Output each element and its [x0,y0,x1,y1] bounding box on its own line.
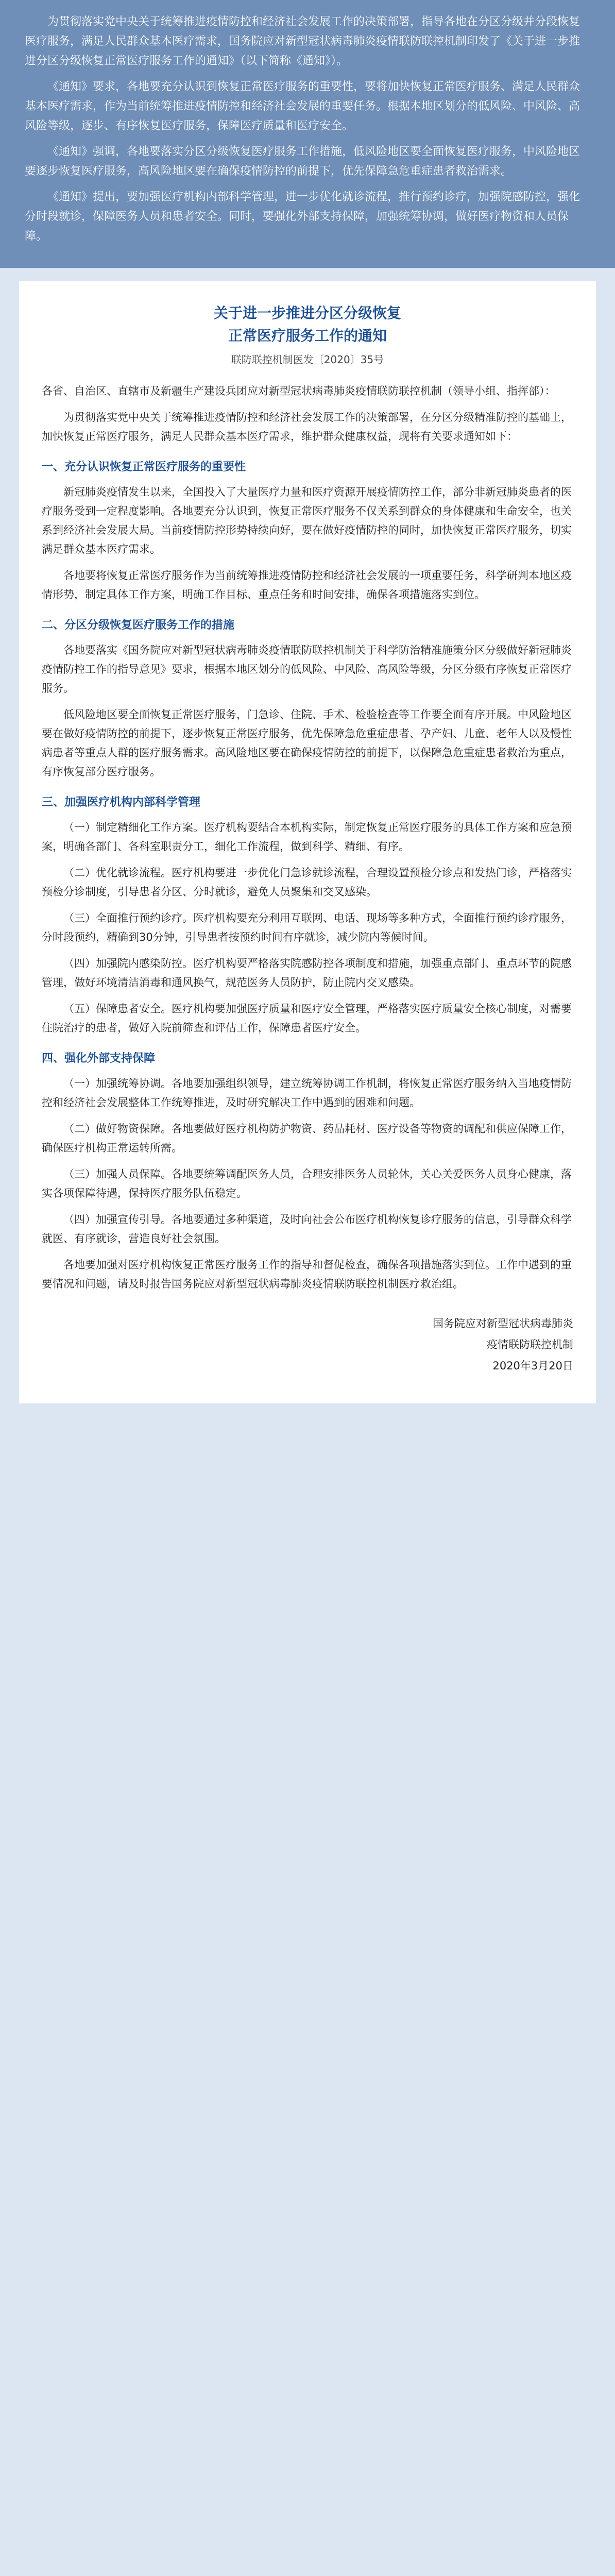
document-number: 联防联控机制医发〔2020〕35号 [231,353,384,366]
body-paragraph: （一）制定精细化工作方案。医疗机构要结合本机构实际，制定恢复正常医疗服务的具体工作方案和应急预案，明确各部门、各科室职责分工，细化工作流程，做到科学、精细、有序。 [42,821,572,853]
summary-paragraph: 《通知》提出，要加强医疗机构内部科学管理，进一步优化就诊流程，推行预约诊疗，加强院感防控，强化分时段就诊，保障医务人员和患者安全。同时，要强化外部支持保障，加强统筹协调，做好医疗物资和人员保障。 [25,191,580,243]
document-title [42,302,573,347]
body-paragraph: 低风险地区要全面恢复正常医疗服务，门急诊、住院、手术、检验检查等工作要全面有序开展。中风险地区要在做好疫情防控的前提下，逐步恢复正常医疗服务，优先保障急危重症患者、孕产妇、儿童、老年人以及慢性病患者等重点人群的医疗服务需求。高风险地区要在确保疫情防控的前提下，以保障急危重症患者救治为重点，有序恢复部分医疗服务。 [42,708,572,778]
body-paragraph: 各地要将恢复正常医疗服务作为当前统筹推进疫情防控和经济社会发展的一项重要任务，科学研判本地区疫情形势，制定具体工作方案，明确工作目标、重点任务和时间安排，确保各项措施落实到位。 [42,569,572,601]
closing-paragraph: 各地要加强对医疗机构恢复正常医疗服务工作的指导和督促检查，确保各项措施落实到位。工作中遇到的重要情况和问题，请及时报告国务院应对新型冠状病毒肺炎疫情联防联控机制医疗救治组。 [42,1259,572,1290]
document-title-line: 正常医疗服务工作的通知 [228,327,387,344]
body-paragraph: （三）全面推行预约诊疗。医疗机构要充分利用互联网、电话、现场等多种方式，全面推行预约诊疗服务，分时段预约，精确到30分钟，引导患者按预约时间有序就诊，减少院内等候时间。 [42,912,572,943]
section-heading: 三、加强医疗机构内部科学管理 [42,796,201,809]
body-paragraph: （五）保障患者安全。医疗机构要加强医疗质量和医疗安全管理，严格落实医疗质量安全核心制度，对需要住院治疗的患者，做好入院前筛查和评估工作，保障患者医疗安全。 [42,1003,572,1034]
section-heading: 一、充分认识恢复正常医疗服务的重要性 [42,461,246,473]
salutation: 各省、自治区、直辖市及新疆生产建设兵团应对新型冠状病毒肺炎疫情联防联控机制（领导小组、指挥部）： [42,385,556,397]
signature-line: 疫情联防联控机制 [487,1338,573,1351]
body-paragraph: （三）加强人员保障。各地要统筹调配医务人员，合理安排医务人员轮休，关心关爱医务人员身心健康，落实各项保障待遇，保持医疗服务队伍稳定。 [42,1168,572,1199]
signature-block [42,1314,573,1376]
summary-paragraph: 《通知》强调，各地要落实分区分级恢复医疗服务工作措施，低风险地区要全面恢复医疗服务，中风险地区要逐步恢复医疗服务，高风险地区要在确保疫情防控的前提下，优先保障急危重症患者救治需求。 [25,145,580,178]
body-paragraph: （一）加强统筹协调。各地要加强组织领导，建立统筹协调工作机制，将恢复正常医疗服务纳入当地疫情防控和经济社会发展整体工作统筹推进，及时研究解决工作中遇到的困难和问题。 [42,1077,572,1109]
intro-paragraph: 为贯彻落实党中央关于统筹推进疫情防控和经济社会发展工作的决策部署，在分区分级精准防控的基础上，加快恢复正常医疗服务，满足人民群众基本医疗需求，维护群众健康权益，现将有关要求通知如下： [42,411,572,443]
section-heading: 四、强化外部支持保障 [42,1052,156,1065]
section-heading: 二、分区分级恢复医疗服务工作的措施 [42,619,235,632]
body-paragraph: （二）做好物资保障。各地要做好医疗机构防护物资、药品耗材、医疗设备等物资的调配和供应保障工作，确保医疗机构正常运转所需。 [42,1123,572,1154]
body-paragraph: （四）加强院内感染防控。医疗机构要严格落实院感防控各项制度和措施，加强重点部门、重点环节的院感管理，做好环境清洁消毒和通风换气，规范医务人员防护，防止院内交叉感染。 [42,957,572,989]
summary-paragraph: 《通知》要求，各地要充分认识到恢复正常医疗服务的重要性，要将加快恢复正常医疗服务、满足人民群众基本医疗需求，作为当前统筹推进疫情防控和经济社会发展的重要任务。根据本地区划分的低风险、中风险、高风险等级，逐步、有序恢复医疗服务，保障医疗质量和医疗安全。 [25,80,580,132]
summary-banner [0,0,615,268]
body-paragraph: 新冠肺炎疫情发生以来，全国投入了大量医疗力量和医疗资源开展疫情防控工作，部分非新冠肺炎患者的医疗服务受到一定程度影响。各地要充分认识到，恢复正常医疗服务不仅关系到群众的身体健康和生命安全，也关系到经济社会发展大局。当前疫情防控形势持续向好，要在做好疫情防控的同时，加快恢复正常医疗服务，切实满足群众基本医疗需求。 [42,486,572,555]
notice-document [19,281,596,1403]
summary-paragraph: 为贯彻落实党中央关于统筹推进疫情防控和经济社会发展工作的决策部署，指导各地在分区分级并分段恢复医疗服务，满足人民群众基本医疗需求，国务院应对新型冠状病毒肺炎疫情联防联控机制印发了《关于进一步推进分区分级恢复正常医疗服务工作的通知》（以下简称《通知》）。 [25,15,580,67]
body-paragraph: （四）加强宣传引导。各地要通过多种渠道，及时向社会公布医疗机构恢复诊疗服务的信息，引导群众科学就医、有序就诊，营造良好社会氛围。 [42,1213,572,1245]
document-date: 2020年3月20日 [492,1360,573,1372]
signature-line: 国务院应对新型冠状病毒肺炎 [433,1317,573,1330]
body-paragraph: （二）优化就诊流程。医疗机构要进一步优化门急诊就诊流程，合理设置预检分诊点和发热门诊，严格落实预检分诊制度，引导患者分区、分时就诊，避免人员聚集和交叉感染。 [42,867,572,898]
document-title-line: 关于进一步推进分区分级恢复 [213,304,401,321]
body-paragraph: 各地要落实《国务院应对新型冠状病毒肺炎疫情联防联控机制关于科学防治精准施策分区分级做好新冠肺炎疫情防控工作的指导意见》要求，根据本地区划分的低风险、中风险、高风险等级，分区分级有序恢复正常医疗服务。 [42,644,572,694]
